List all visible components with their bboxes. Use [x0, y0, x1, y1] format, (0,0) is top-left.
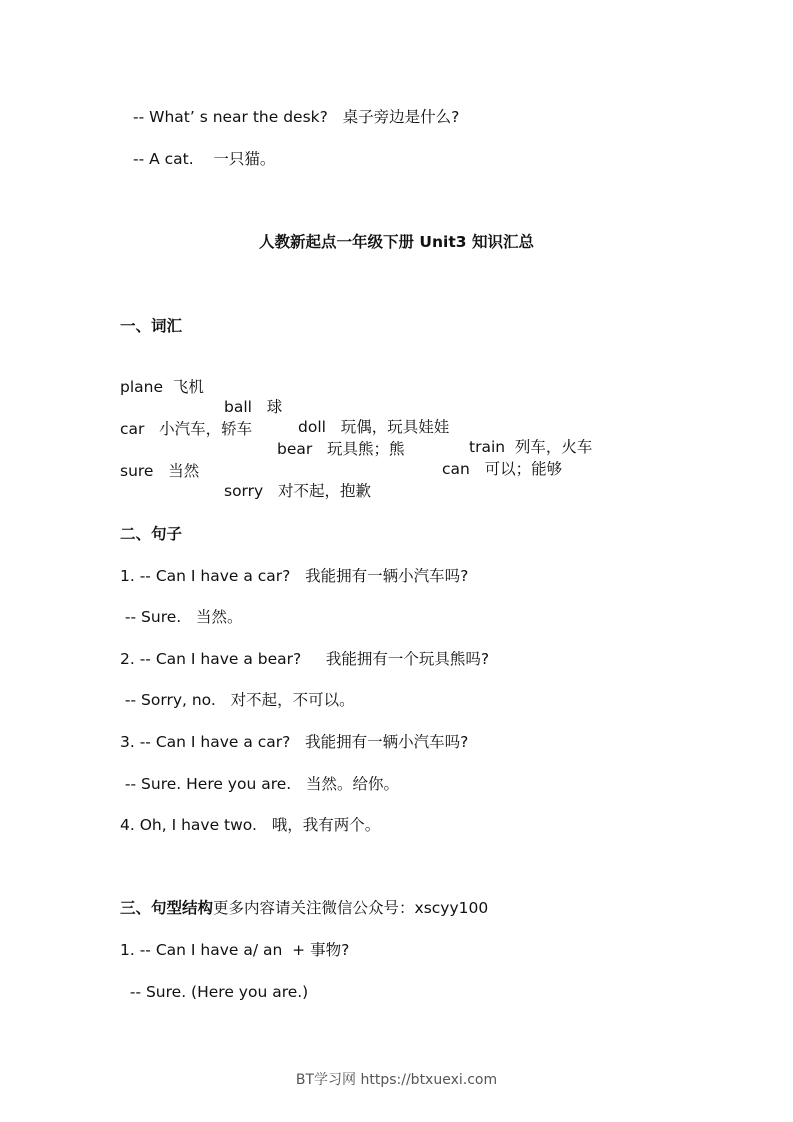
intro-question: -- What’ s near the desk? 桌子旁边是什么?: [133, 108, 460, 126]
pattern-line: -- Sure. (Here you are.): [120, 983, 309, 1001]
sentences-heading: 二、句子: [120, 525, 183, 543]
vocab-item: ball 球: [224, 398, 283, 416]
vocab-item: sure 当然: [120, 462, 200, 480]
vocab-item: car 小汽车，轿车: [120, 420, 253, 438]
vocab-item: train 列车，火车: [469, 438, 593, 456]
pattern-line: 1. -- Can I have a/ an + 事物?: [120, 941, 350, 959]
vocab-item: doll 玩偶，玩具娃娃: [298, 418, 450, 436]
vocab-item: plane 飞机: [120, 378, 204, 396]
vocab-heading: 一、词汇: [120, 317, 183, 335]
vocab-item: bear 玩具熊；熊: [277, 440, 405, 458]
intro-answer: -- A cat. 一只猫。: [133, 150, 276, 168]
sentence-line: 3. -- Can I have a car? 我能拥有一辆小汽车吗?: [120, 733, 469, 751]
sentence-line: 1. -- Can I have a car? 我能拥有一辆小汽车吗?: [120, 567, 469, 585]
sentence-line: -- Sure. Here you are. 当然。给你。: [120, 775, 399, 793]
page-title: 人教新起点一年级下册 Unit3 知识汇总: [259, 233, 534, 251]
sentence-line: 2. -- Can I have a bear? 我能拥有一个玩具熊吗?: [120, 650, 490, 668]
sentence-line: -- Sure. 当然。: [120, 608, 243, 626]
patterns-heading: [120, 898, 488, 918]
patterns-note: 更多内容请关注微信公众号：xscyy100: [213, 899, 489, 917]
vocab-item: can 可以；能够: [442, 460, 563, 478]
vocab-item: sorry 对不起，抱歉: [224, 482, 371, 500]
sentence-line: 4. Oh, I have two. 哦，我有两个。: [120, 816, 381, 834]
patterns-heading-label: 三、句型结构: [120, 899, 214, 917]
footer-watermark: BT学习网 https://btxuexi.com: [295, 1072, 498, 1088]
sentence-line: -- Sorry, no. 对不起，不可以。: [120, 691, 355, 709]
